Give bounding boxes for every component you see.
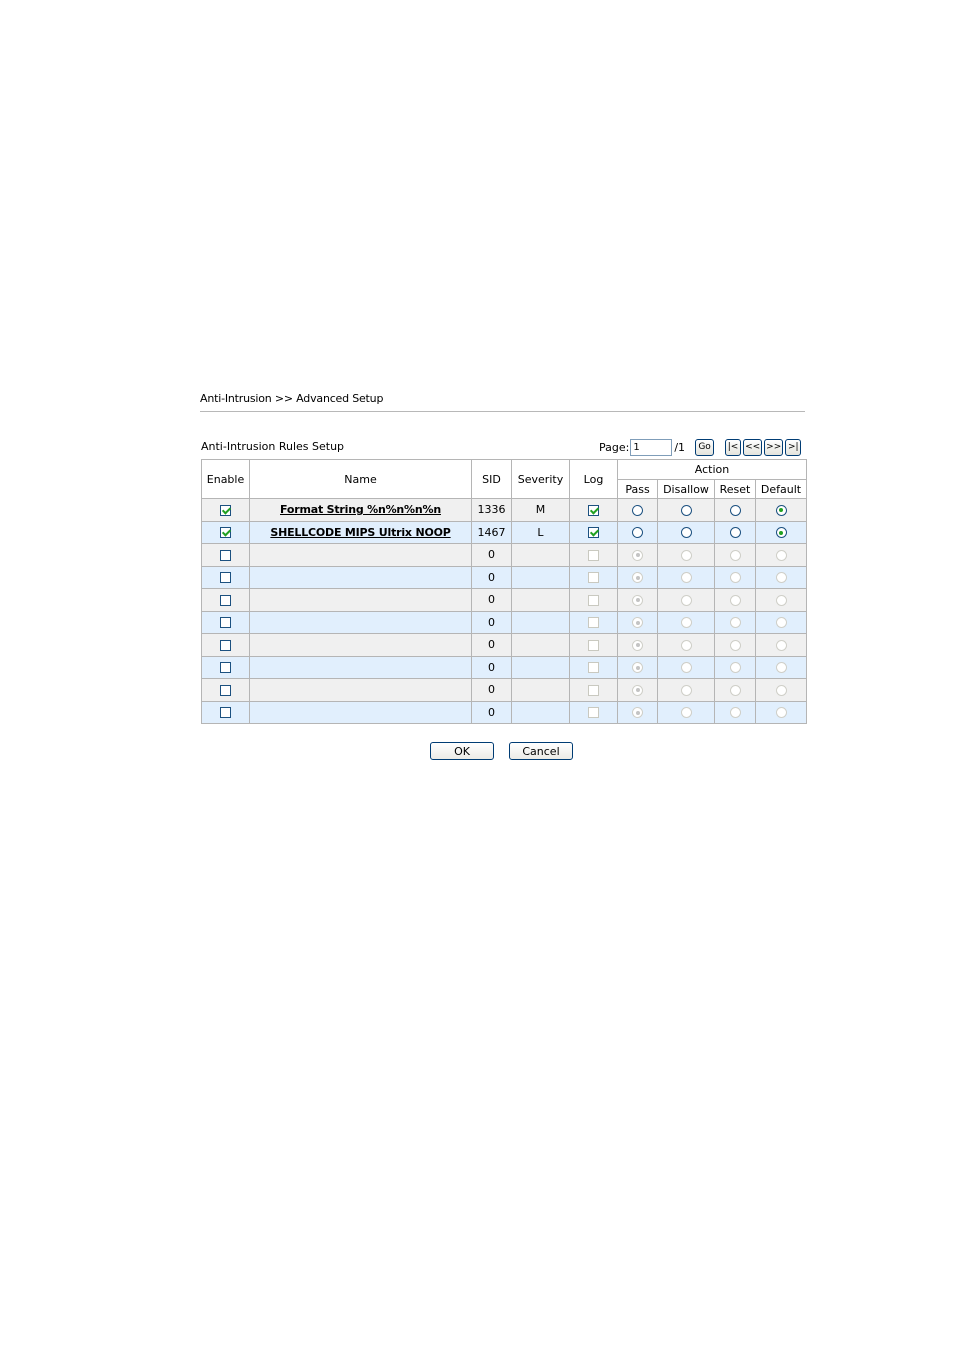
- sid-cell: 0: [472, 701, 512, 724]
- rule-name-link[interactable]: SHELLCODE MIPS Ultrix NOOP: [270, 525, 451, 539]
- sid-cell: 1336: [472, 499, 512, 522]
- sid-cell: 1467: [472, 521, 512, 544]
- default-radio: [776, 707, 787, 718]
- severity-cell: [512, 679, 570, 702]
- page-number-input[interactable]: [630, 439, 672, 456]
- enable-checkbox[interactable]: [220, 527, 231, 538]
- sid-cell: 0: [472, 566, 512, 589]
- pass-cell: [618, 499, 658, 522]
- page-nav: [725, 439, 801, 456]
- disallow-cell: [658, 656, 715, 679]
- log-checkbox: [588, 550, 599, 561]
- rule-name-link[interactable]: Format String %n%n%n%n: [280, 503, 441, 517]
- log-checkbox: [588, 595, 599, 606]
- reset-radio: [730, 550, 741, 561]
- disallow-cell: [658, 521, 715, 544]
- log-cell: [570, 566, 618, 589]
- table-row: [202, 521, 807, 544]
- log-cell: [570, 544, 618, 567]
- log-cell: [570, 656, 618, 679]
- reset-radio[interactable]: [730, 505, 741, 516]
- enable-checkbox[interactable]: [220, 707, 231, 718]
- disallow-radio: [681, 595, 692, 606]
- sid-cell: 0: [472, 589, 512, 612]
- col-severity: Severity: [512, 460, 570, 499]
- reset-radio: [730, 640, 741, 651]
- pass-radio[interactable]: [632, 505, 643, 516]
- enable-checkbox[interactable]: [220, 617, 231, 628]
- default-radio: [776, 572, 787, 583]
- go-button[interactable]: Go: [695, 439, 714, 456]
- disallow-radio: [681, 572, 692, 583]
- name-cell: [250, 544, 472, 567]
- table-row: [202, 499, 807, 522]
- severity-cell: [512, 611, 570, 634]
- pager: [599, 437, 801, 457]
- form-buttons: [430, 742, 573, 760]
- pass-cell: [618, 701, 658, 724]
- log-cell: [570, 611, 618, 634]
- pass-cell: [618, 544, 658, 567]
- reset-radio: [730, 617, 741, 628]
- reset-cell: [715, 566, 756, 589]
- log-checkbox: [588, 685, 599, 696]
- default-cell: [756, 656, 807, 679]
- col-enable: Enable: [202, 460, 250, 499]
- pass-radio: [632, 640, 643, 651]
- sid-cell: 0: [472, 656, 512, 679]
- col-sid: SID: [472, 460, 512, 499]
- log-checkbox: [588, 640, 599, 651]
- disallow-cell: [658, 679, 715, 702]
- sid-cell: 0: [472, 634, 512, 657]
- disallow-radio: [681, 685, 692, 696]
- enable-checkbox[interactable]: [220, 662, 231, 673]
- disallow-cell: [658, 499, 715, 522]
- next-page-button[interactable]: >>: [764, 439, 783, 456]
- severity-cell: [512, 701, 570, 724]
- log-checkbox: [588, 707, 599, 718]
- col-pass: Pass: [618, 480, 658, 499]
- sid-cell: 0: [472, 544, 512, 567]
- enable-cell: [202, 656, 250, 679]
- disallow-cell: [658, 589, 715, 612]
- name-cell: [250, 566, 472, 589]
- pass-radio: [632, 572, 643, 583]
- page-total: /1: [674, 440, 686, 454]
- pass-cell: [618, 634, 658, 657]
- col-name: Name: [250, 460, 472, 499]
- page-label: Page:: [599, 440, 630, 454]
- cancel-button[interactable]: Cancel: [509, 742, 573, 760]
- enable-checkbox[interactable]: [220, 550, 231, 561]
- rules-table: [201, 459, 807, 724]
- severity-cell: [512, 566, 570, 589]
- default-radio: [776, 640, 787, 651]
- reset-cell: [715, 701, 756, 724]
- enable-cell: [202, 566, 250, 589]
- disallow-cell: [658, 566, 715, 589]
- enable-checkbox[interactable]: [220, 685, 231, 696]
- enable-cell: [202, 589, 250, 612]
- enable-cell: [202, 544, 250, 567]
- col-default: Default: [756, 480, 807, 499]
- enable-checkbox[interactable]: [220, 505, 231, 516]
- disallow-cell: [658, 634, 715, 657]
- severity-cell: [512, 589, 570, 612]
- disallow-radio: [681, 662, 692, 673]
- default-cell: [756, 634, 807, 657]
- enable-cell: [202, 499, 250, 522]
- default-radio: [776, 685, 787, 696]
- disallow-radio: [681, 550, 692, 561]
- table-row: [202, 656, 807, 679]
- reset-cell: [715, 679, 756, 702]
- col-disallow: Disallow: [658, 480, 715, 499]
- default-cell: [756, 701, 807, 724]
- reset-cell: [715, 656, 756, 679]
- table-row: [202, 679, 807, 702]
- reset-cell: [715, 499, 756, 522]
- col-action: Action: [618, 460, 807, 480]
- log-cell: [570, 589, 618, 612]
- default-cell: [756, 499, 807, 522]
- pass-radio: [632, 707, 643, 718]
- col-reset: Reset: [715, 480, 756, 499]
- log-cell: [570, 701, 618, 724]
- default-radio: [776, 550, 787, 561]
- name-cell: [250, 634, 472, 657]
- table-row: [202, 701, 807, 724]
- pass-radio: [632, 595, 643, 606]
- sid-cell: 0: [472, 679, 512, 702]
- severity-cell: [512, 544, 570, 567]
- log-cell: [570, 679, 618, 702]
- section-title: Anti-Intrusion Rules Setup: [201, 440, 345, 453]
- name-cell: [250, 656, 472, 679]
- default-radio: [776, 595, 787, 606]
- name-cell: [250, 701, 472, 724]
- table-row: [202, 589, 807, 612]
- pass-cell: [618, 679, 658, 702]
- disallow-radio[interactable]: [681, 505, 692, 516]
- col-log: Log: [570, 460, 618, 499]
- pass-radio: [632, 685, 643, 696]
- log-checkbox: [588, 572, 599, 583]
- name-cell: [250, 499, 472, 522]
- default-cell: [756, 679, 807, 702]
- pass-radio: [632, 617, 643, 628]
- name-cell: [250, 679, 472, 702]
- enable-checkbox[interactable]: [220, 640, 231, 651]
- severity-cell: L: [512, 521, 570, 544]
- name-cell: [250, 589, 472, 612]
- log-cell: [570, 634, 618, 657]
- enable-checkbox[interactable]: [220, 572, 231, 583]
- enable-checkbox[interactable]: [220, 595, 231, 606]
- table-row: [202, 611, 807, 634]
- log-checkbox[interactable]: [588, 505, 599, 516]
- log-checkbox: [588, 617, 599, 628]
- name-cell: [250, 521, 472, 544]
- reset-radio: [730, 707, 741, 718]
- table-row: [202, 566, 807, 589]
- reset-cell: [715, 634, 756, 657]
- severity-cell: M: [512, 499, 570, 522]
- breadcrumb: Anti-Intrusion >> Advanced Setup: [200, 392, 384, 405]
- default-radio: [776, 617, 787, 628]
- enable-cell: [202, 679, 250, 702]
- reset-radio: [730, 595, 741, 606]
- last-page-button[interactable]: >|: [785, 439, 801, 456]
- disallow-cell: [658, 611, 715, 634]
- pass-cell: [618, 521, 658, 544]
- pass-cell: [618, 656, 658, 679]
- log-cell: [570, 499, 618, 522]
- ok-button[interactable]: OK: [430, 742, 494, 760]
- default-radio[interactable]: [776, 527, 787, 538]
- severity-cell: [512, 656, 570, 679]
- sid-cell: 0: [472, 611, 512, 634]
- reset-radio[interactable]: [730, 527, 741, 538]
- reset-radio: [730, 685, 741, 696]
- table-row: [202, 544, 807, 567]
- default-cell: [756, 566, 807, 589]
- default-cell: [756, 611, 807, 634]
- default-radio: [776, 662, 787, 673]
- pass-cell: [618, 611, 658, 634]
- rules-body: [202, 499, 807, 724]
- breadcrumb-divider: [200, 411, 805, 412]
- disallow-cell: [658, 544, 715, 567]
- table-row: [202, 634, 807, 657]
- reset-cell: [715, 521, 756, 544]
- disallow-cell: [658, 701, 715, 724]
- prev-page-button[interactable]: <<: [743, 439, 762, 456]
- default-cell: [756, 589, 807, 612]
- reset-cell: [715, 611, 756, 634]
- default-radio[interactable]: [776, 505, 787, 516]
- severity-cell: [512, 634, 570, 657]
- reset-cell: [715, 544, 756, 567]
- name-cell: [250, 611, 472, 634]
- reset-radio: [730, 572, 741, 583]
- reset-cell: [715, 589, 756, 612]
- pass-radio: [632, 662, 643, 673]
- log-checkbox: [588, 662, 599, 673]
- disallow-radio[interactable]: [681, 527, 692, 538]
- first-page-button[interactable]: |<: [725, 439, 741, 456]
- pass-cell: [618, 566, 658, 589]
- enable-cell: [202, 634, 250, 657]
- enable-cell: [202, 701, 250, 724]
- pass-radio: [632, 550, 643, 561]
- enable-cell: [202, 611, 250, 634]
- enable-cell: [202, 521, 250, 544]
- pass-cell: [618, 589, 658, 612]
- log-cell: [570, 521, 618, 544]
- disallow-radio: [681, 707, 692, 718]
- default-cell: [756, 544, 807, 567]
- disallow-radio: [681, 617, 692, 628]
- pass-radio[interactable]: [632, 527, 643, 538]
- disallow-radio: [681, 640, 692, 651]
- default-cell: [756, 521, 807, 544]
- log-checkbox[interactable]: [588, 527, 599, 538]
- reset-radio: [730, 662, 741, 673]
